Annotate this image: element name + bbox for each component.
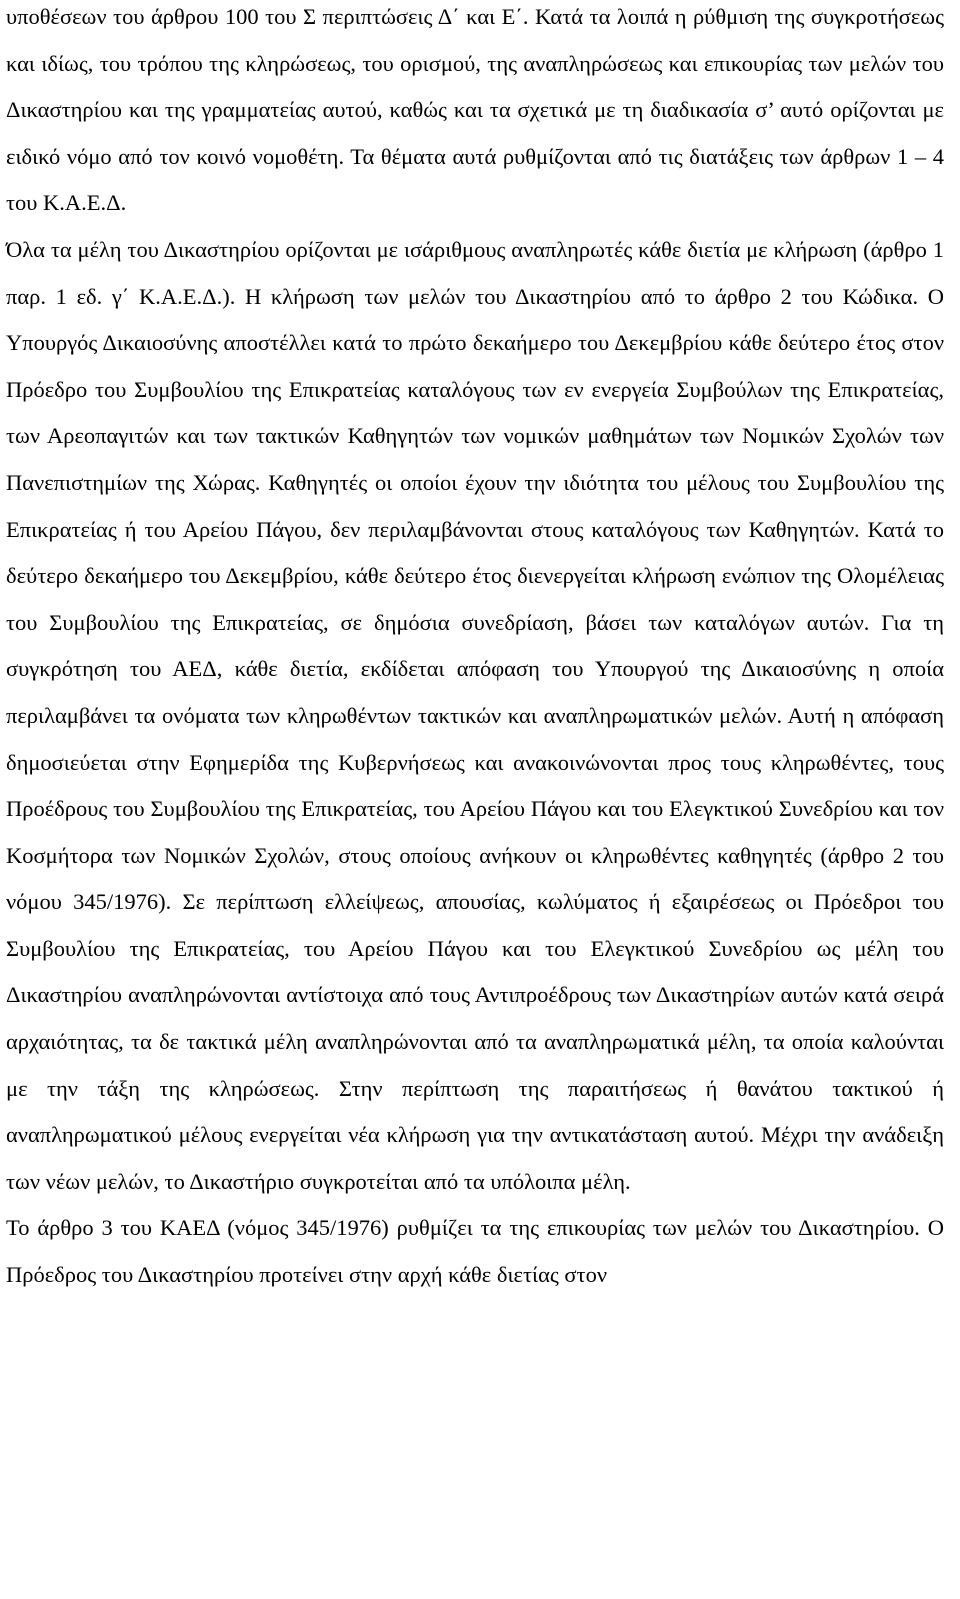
- text-line: αναπληρωματικών μελών. Αυτή η απόφαση δημοσιεύεται στην Εφημερίδα της: [6, 702, 944, 775]
- text-line: του Κ.Α.Ε.Δ.: [6, 190, 127, 216]
- text-line: Το άρθρο 3 του ΚΑΕΔ (νόμος 345/1976) ρυθμίζει τα της επικουρίας των μελών του: [6, 1215, 792, 1241]
- text-line: κλήρωση (άρθρο 1 παρ. 1 εδ. γ΄ Κ.Α.Ε.Δ.). Η κλήρωση των μελών του Δικαστηρίου: [6, 236, 945, 309]
- text-line: οποία καλούνται με την τάξη της κληρώσεως. Στην περίπτωση της παραιτήσεως: [6, 1029, 944, 1101]
- text-line: αναπληρώσεως και επικουρίας των μελών του Δικαστηρίου και της γραμματείας: [6, 50, 944, 123]
- text-line: κωλύματος ή εξαιρέσεως οι Πρόεδροι του Συμβουλίου της Επικρατείας, του Αρείου: [6, 889, 945, 961]
- text-line: συγκρότηση του ΑΕΔ, κάθε διετία, εκδίδεται απόφαση του Υπουργού της: [6, 656, 731, 682]
- text-line: της Επικρατείας, σε δημόσια συνεδρίαση, βάσει των καταλόγων αυτών. Για τη: [170, 609, 944, 635]
- text-line: Δικαστηρίου. Ο Πρόεδρος του Δικαστηρίου προτείνει στην αρχή κάθε διετίας στον: [6, 1215, 944, 1288]
- text-line: Συμβουλίου της Επικρατείας, του Αρείου Πάγου και του Ελεγκτικού Συνεδρίου και: [150, 796, 908, 822]
- text-line: Επικρατείας καταλόγους των εν ενεργεία Συμβούλων της Επικρατείας, των: [6, 376, 944, 449]
- text-line: ή θανάτου τακτικού ή αναπληρωματικού μέλους ενεργείται νέα κλήρωση για την: [6, 1075, 944, 1148]
- text-line: μέλους του Συμβουλίου της Επικρατείας ή του Αρείου Πάγου, δεν περιλαμβάνονται: [6, 469, 944, 542]
- text-line: αντίστοιχα από τους Αντιπροέδρους των Δικαστηρίων αυτών κατά σειρά: [286, 982, 944, 1008]
- text-line: Αρεοπαγιτών και των τακτικών Καθηγητών των νομικών μαθημάτων των Νομικών: [47, 423, 824, 449]
- paragraph-2: [6, 227, 944, 1205]
- text-line: δεκαήμερο του Δεκεμβρίου κάθε δεύτερο έτος στον Πρόεδρο του Συμβουλίου της: [6, 330, 944, 402]
- text-line: αντικατάσταση αυτού. Μέχρι την ανάδειξη των νέων μελών, το Δικαστήριο: [6, 1122, 944, 1194]
- text-line: συγκροτείται από τα υπόλοιπα μέλη.: [299, 1168, 631, 1194]
- text-line: τον Κοσμήτορα των Νομικών Σχολών, στους οποίους ανήκουν οι κληρωθέντες: [6, 796, 945, 868]
- text-line: της συγκροτήσεως και ιδίως, του τρόπου της κληρώσεως, του ορισμού, της: [6, 4, 945, 76]
- text-line: Κυβερνήσεως και ανακοινώνονται προς τους κληρωθέντες, τους Προέδρους του: [6, 749, 944, 822]
- text-line: αρχαιότητας, τα δε τακτικά μέλη αναπληρώνονται από τα αναπληρωματικά μέλη, τα: [6, 1029, 785, 1055]
- text-line: Σχολών των Πανεπιστημίων της Χώρας. Καθηγητές οι οποίοι έχουν την ιδιότητα του: [6, 423, 944, 495]
- text-line: αυτού, καθώς και τα σχετικά με τη διαδικασία σ’ αυτό ορίζονται με ειδικό νόμο από: [6, 97, 944, 169]
- text-line: Δικαιοσύνης η οποία περιλαμβάνει τα ονόματα των κληρωθέντων τακτικών και: [6, 656, 944, 728]
- text-line: Όλα τα μέλη του Δικαστηρίου ορίζονται με ισάριθμους αναπληρωτές κάθε διετία με: [6, 236, 768, 262]
- paragraph-1: [6, 0, 944, 227]
- text-line: κάθε δεύτερο έτος διενεργείται κλήρωση ενώπιον της Ολομέλειας του Συμβουλίου: [6, 563, 945, 635]
- text-line: τον κοινό νομοθέτη. Τα θέματα αυτά ρυθμίζονται από τις διατάξεις των άρθρων 1 – 4: [159, 143, 945, 169]
- text-line: στους καταλόγους των Καθηγητών. Κατά το δεύτερο δεκαήμερο του Δεκεμβρίου,: [6, 516, 945, 589]
- text-line: καθηγητές (άρθρο 2 του νόμου 345/1976). Σε περίπτωση ελλείψεως, απουσίας,: [6, 842, 944, 915]
- paragraph-3: [6, 1205, 944, 1298]
- text-line: Πάγου και του Ελεγκτικού Συνεδρίου ως μέλη του Δικαστηρίου αναπληρώνονται: [6, 935, 944, 1008]
- text-line: υποθέσεων του άρθρου 100 του Σ περιπτώσεις Δ΄ και Ε΄. Κατά τα λοιπά η ρύθμιση: [6, 4, 769, 29]
- text-line: από το άρθρο 2 του Κώδικα. Ο Υπουργός Δικαιοσύνης αποστέλλει κατά το πρώτο: [6, 283, 944, 356]
- document-page: [6, 0, 944, 1299]
